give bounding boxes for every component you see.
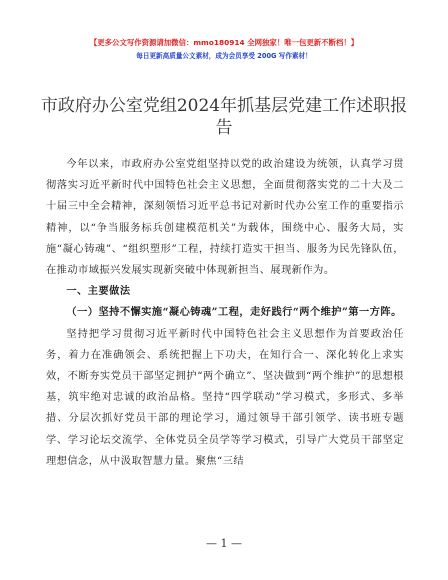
section-heading: 一、主要做法: [66, 286, 131, 298]
intro-paragraph: 今年以来，市政府办公室党组坚持以党的政治建设为统领，认真学习贯彻落实习近平新时代中国特色社会主义思想，全面贯彻落实党的二十大及二十届三中全会精神，深刻领悟习近平总书记对新时代办公室工作的重要指示精神，以“争当服务标兵创建模范机关”为载体，围绕中心、服务大局，实施“凝心铸魂”、“组织塑形”工程，持续打造实干担当、服务为民先锋队伍，在推动市域振兴发展实现新突破中体现新担当、展现新作为。: [46, 159, 404, 277]
document-title: 市政府办公室党组2024年抓基层党建工作述职报告: [40, 96, 408, 138]
page-number: — 1 —: [206, 537, 242, 550]
subsection-heading: （一）坚持不懈实施“凝心铸魂”工程，走好践行“两个维护”第一方阵。: [66, 306, 402, 319]
promo-banner-line-1: 【更多公文写作资源请加微信：mmo180914 全网独家！唯一包更新不断档！】: [89, 38, 359, 47]
promo-banner-line-2: 每日更新高质量公文素材，成为会员享受 200G 写作素材！: [136, 52, 312, 60]
body-paragraph: 坚持把学习贯彻习近平新时代中国特色社会主义思想作为首要政治任务，着力在准确领会、系统把握上下功夫，在知行合一、深化转化上求实效，不断夯实党员干部坚定拥护“两个确立”、坚决做到“两个维护”的思想根基，筑牢绝对忠诚的政治品格。坚持“四学联动”学习模式，多形式、多举措、分层次抓好党员干部的理论学习，通过领导干部引领学、读书班专题学、学习论坛交流学、全体党员全员学等学习模式，引导广大党员干部坚定理想信念，从中汲取智慧力量。聚焦“三结: [46, 328, 404, 467]
document-body: [46, 154, 404, 472]
